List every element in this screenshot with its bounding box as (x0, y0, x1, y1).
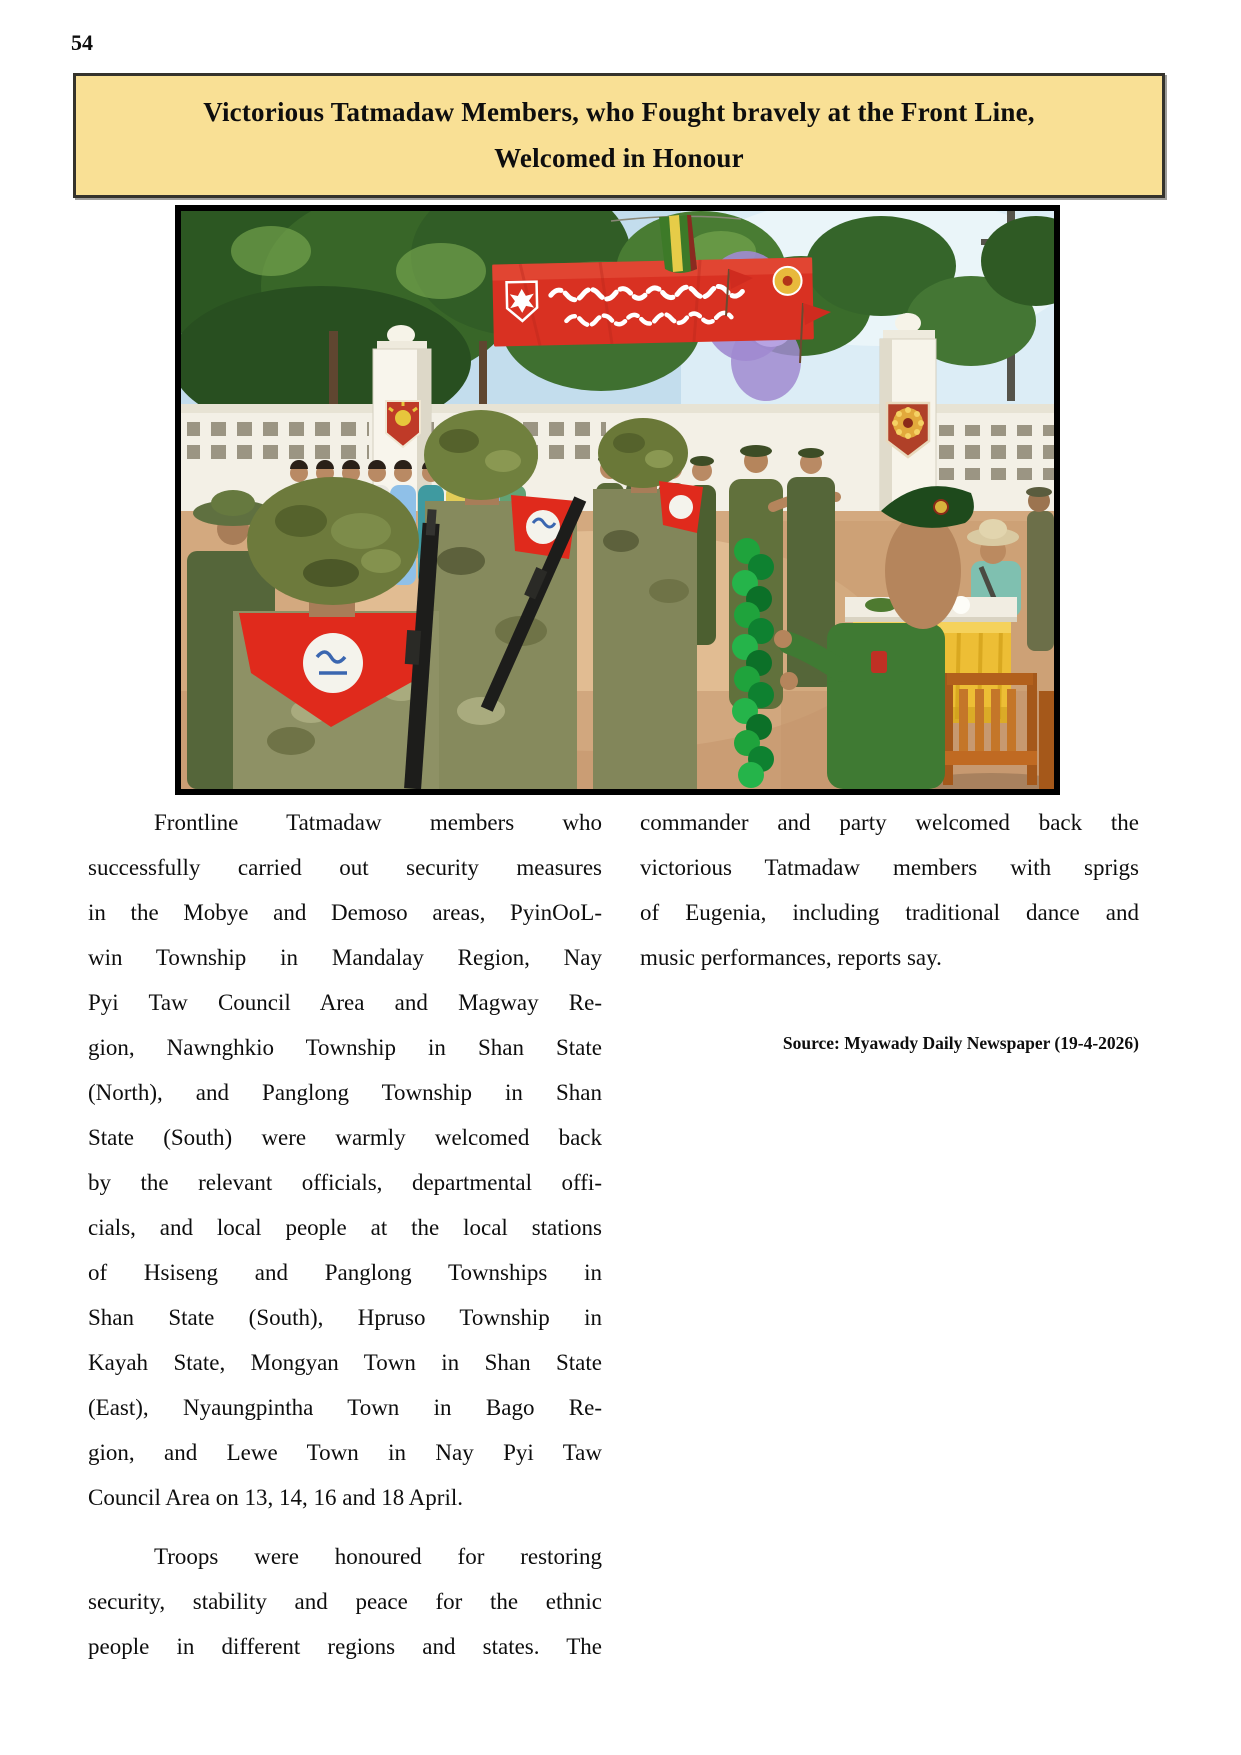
text-line: by the relevant officials, departmental offi- (88, 1170, 602, 1195)
text-line: music performances, reports say. (640, 945, 942, 970)
helmet-soldier-a (233, 477, 441, 789)
text-line: of Eugenia, including traditional dance and (640, 900, 1139, 925)
text-line: Kayah State, Mongyan Town in Shan State (88, 1350, 602, 1375)
right-column-text (640, 800, 1139, 980)
text-line: Frontline Tatmadaw members who (154, 810, 602, 835)
headline-banner (73, 73, 1165, 198)
article-body (88, 800, 1139, 1669)
left-column (88, 800, 602, 1669)
text-line: of Hsiseng and Panglong Townships in (88, 1260, 602, 1285)
text-line: gion, and Lewe Town in Nay Pyi Taw (88, 1440, 602, 1465)
paragraph (640, 800, 1139, 980)
paragraph (88, 800, 602, 1520)
ceremony-photo-graphic (181, 211, 1054, 789)
text-line: win Township in Mandalay Region, Nay (88, 945, 602, 970)
text-line: Troops were honoured for restoring (154, 1544, 602, 1569)
paragraph (88, 1534, 602, 1669)
text-line: (North), and Panglong Township in Shan (88, 1080, 602, 1105)
text-line: Shan State (South), Hpruso Township in (88, 1305, 602, 1330)
red-ceremony-banner (492, 257, 814, 346)
text-line: security, stability and peace for the ethnic (88, 1589, 602, 1614)
source-attribution: Source: Myawady Daily Newspaper (19-4-2026) (782, 1033, 1139, 1053)
text-line: successfully carried out security measures (88, 855, 602, 880)
text-line: cials, and local people at the local stations (88, 1215, 602, 1240)
text-line: Council Area on 13, 14, 16 and 18 April. (88, 1485, 463, 1510)
text-line: State (South) were warmly welcomed back (88, 1125, 602, 1150)
text-line: (East), Nyaungpintha Town in Bago Re- (88, 1395, 602, 1420)
headline-line-1: Victorious Tatmadaw Members, who Fought bravely at the Front Line, (203, 97, 1035, 127)
right-column (640, 800, 1139, 1669)
page-number: 54 (71, 30, 93, 55)
text-line: commander and party welcomed back the (640, 810, 1139, 835)
headline-line-2: Welcomed in Honour (494, 143, 744, 173)
text-line: Pyi Taw Council Area and Magway Re- (88, 990, 602, 1015)
text-line: people in different regions and states. The (88, 1634, 602, 1659)
ceremony-photo (175, 205, 1060, 795)
text-line: gion, Nawnghkio Township in Shan State (88, 1035, 602, 1060)
text-line: in the Mobye and Demoso areas, PyinOoL- (88, 900, 602, 925)
text-line: victorious Tatmadaw members with sprigs (640, 855, 1139, 880)
